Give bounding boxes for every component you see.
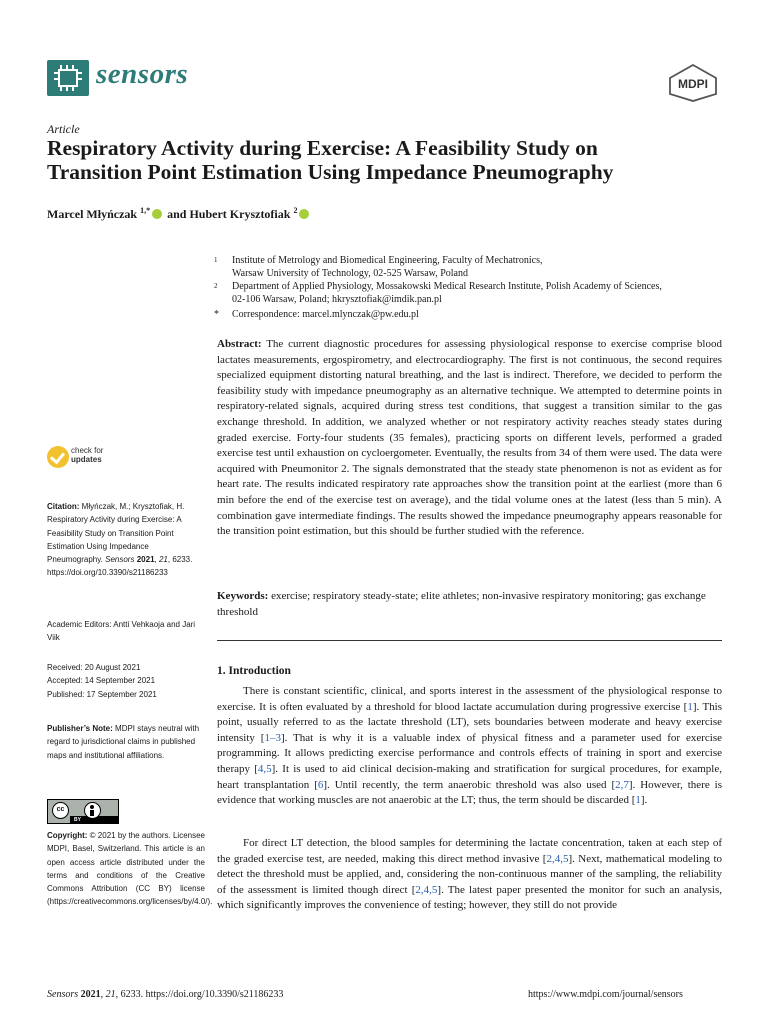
accepted-date: Accepted: 14 September 2021 <box>47 676 156 686</box>
title-line-1: Respiratory Activity during Exercise: A Feasibility Study on <box>47 136 598 160</box>
keywords-label: Keywords: <box>217 590 269 602</box>
abstract-text: The current diagnostic procedures for assessing physiological response to exercise comprise blood lactates measurements, ergospirometry, and electrocardiography. The first is not continuous, the second requires specialized equipment distorting natural breathing, and the last is indirect. Therefore, we decided to perform the feasibility study with impedance pneumography as an alternative technique. We attempted to determine points in respiratory-related signals, acquired during stress test conditions, that suggest a transition similar to the gas exchange threshold. In addition, we analyzed whether or not respiratory activity reaches steady states during graded exercise. Forty-four students (35 females), practicing sports on different levels, performed a graded exercise test until exhaustion on cycloergometer. Eventually, the results from 34 of them were used. The data were acquired with Pneumonitor 2. The signals demonstrated that the steady state phenomenon is not as evident as for heart rate. The results indicated respiratory rate approaches show the transition point at the earliest (more than 6 min before the end of the exercise test on average), and the tidal volume ones at the latest (less than 5 min). A combination gave intermediate findings. The results showed the impedance pneumography appears reasonable for the transition point estimation, but this should be further studied with the reference. <box>217 338 722 538</box>
intro-paragraph-2: For direct LT detection, the blood samples for determining the lactate concentration, taken at each step of the graded exercise test, are needed, making this direct method invasive [2,4,5]. Next, mathematical modeling to detect the threshold must be applied, and, considering the non-continuous manner of the sampling, the reliability of the assessment is limited though direct [2,4,5]. The latest paper presented the monitor for such an analysis, which significantly improves the convenience of testing; however, they still do not provide <box>217 837 722 912</box>
publisher-name: MDPI <box>678 77 708 91</box>
author-2-affiliation: 2 <box>293 206 298 215</box>
check-updates-icon <box>47 446 69 468</box>
journal-name: sensors <box>96 58 189 90</box>
received-date: Received: 20 August 2021 <box>47 663 141 672</box>
author-2[interactable]: Hubert Krysztofiak <box>189 207 291 221</box>
orcid-icon[interactable] <box>152 209 162 219</box>
divider <box>217 640 722 641</box>
citation: Citation: Młyńczak, M.; Krysztofiak, H. Respiratory Activity during Exercise: A Feasibility Study on Transition Point Estimation Using Impedance Pneumography. Sensors 2021, 21, 6233. https://doi.org/10.3390/s21186233 <box>47 502 193 578</box>
citation-link[interactable]: 4,5 <box>257 762 272 775</box>
page-title <box>47 136 737 184</box>
keywords <box>217 589 722 620</box>
citation-link[interactable]: 2,4,5 <box>546 852 569 865</box>
copyright: Copyright: © 2021 by the authors. Licensee MDPI, Basel, Switzerland. This article is an open access article distributed under the terms and conditions of the Creative Commons Attribution (CC BY) license (https://creativecommons.org/licenses/by/4.0/). <box>47 831 213 907</box>
citation-link[interactable]: 2,7 <box>615 778 629 791</box>
publication-dates <box>47 661 205 701</box>
citation-link[interactable]: 1 <box>635 794 641 807</box>
author-conjunction: and <box>167 207 187 221</box>
published-date: Published: 17 September 2021 <box>47 689 157 699</box>
citation-link[interactable]: 6 <box>317 778 324 791</box>
abstract-label: Abstract: <box>217 338 262 350</box>
cc-by-license-icon[interactable]: cc BY <box>47 799 119 824</box>
intro-paragraph-1: There is constant scientific, clinical, and sports interest in the assessment of the physiological response to exercise. It is often evaluated by a threshold for blood lactate accumulation during progressive exercise [1]. This point, usually referred to as the lactate threshold (LT), sets boundaries between moderate and heavy exercise intensity [1–3]. That is why it is a valuable index of physical fitness and a parameter used for exercise programming. It allows predicting exercise performance and controls effects of training in sport and exercise therapy [4,5]. It is used to aid clinical decision-making and stratification for surgical procedures, for example, heart transplantation [6]. Until recently, the term anaerobic threshold was also used [2,7]. However, there is evidence that working muscles are not anaerobic at the LT; thus, the term should be discarded [1]. <box>217 685 723 807</box>
section-heading: 1. Introduction <box>217 665 291 677</box>
footer-journal-link[interactable]: https://www.mdpi.com/journal/sensors <box>528 989 683 1000</box>
footer-citation: Sensors 2021, 21, 6233. https://doi.org/10.3390/s21186233 <box>47 989 284 1000</box>
citation-link[interactable]: 1–3 <box>264 731 281 744</box>
article-type: Article <box>47 122 80 136</box>
author-list <box>47 206 311 222</box>
title-line-2: Transition Point Estimation Using Impedance Pneumography <box>47 160 614 184</box>
keywords-text: exercise; respiratory steady-state; elite athletes; non-invasive respiratory monitoring; gas exchange threshold <box>217 590 706 618</box>
citation-link[interactable]: 2,4,5 <box>415 883 438 896</box>
mdpi-logo-icon <box>668 64 718 102</box>
citation-link[interactable]: 1 <box>687 700 693 713</box>
publisher-note: Publisher’s Note: MDPI stays neutral with regard to jurisdictional claims in published maps and institutional affiliations. <box>47 724 200 760</box>
author-1[interactable]: Marcel Młyńczak <box>47 207 138 221</box>
abstract <box>217 337 722 540</box>
journal-logo-icon <box>47 60 89 96</box>
academic-editors: Academic Editors: Antti Vehkaoja and Jari Viik <box>47 620 196 643</box>
orcid-icon[interactable] <box>299 209 309 219</box>
author-1-affiliation: 1,* <box>140 206 151 215</box>
